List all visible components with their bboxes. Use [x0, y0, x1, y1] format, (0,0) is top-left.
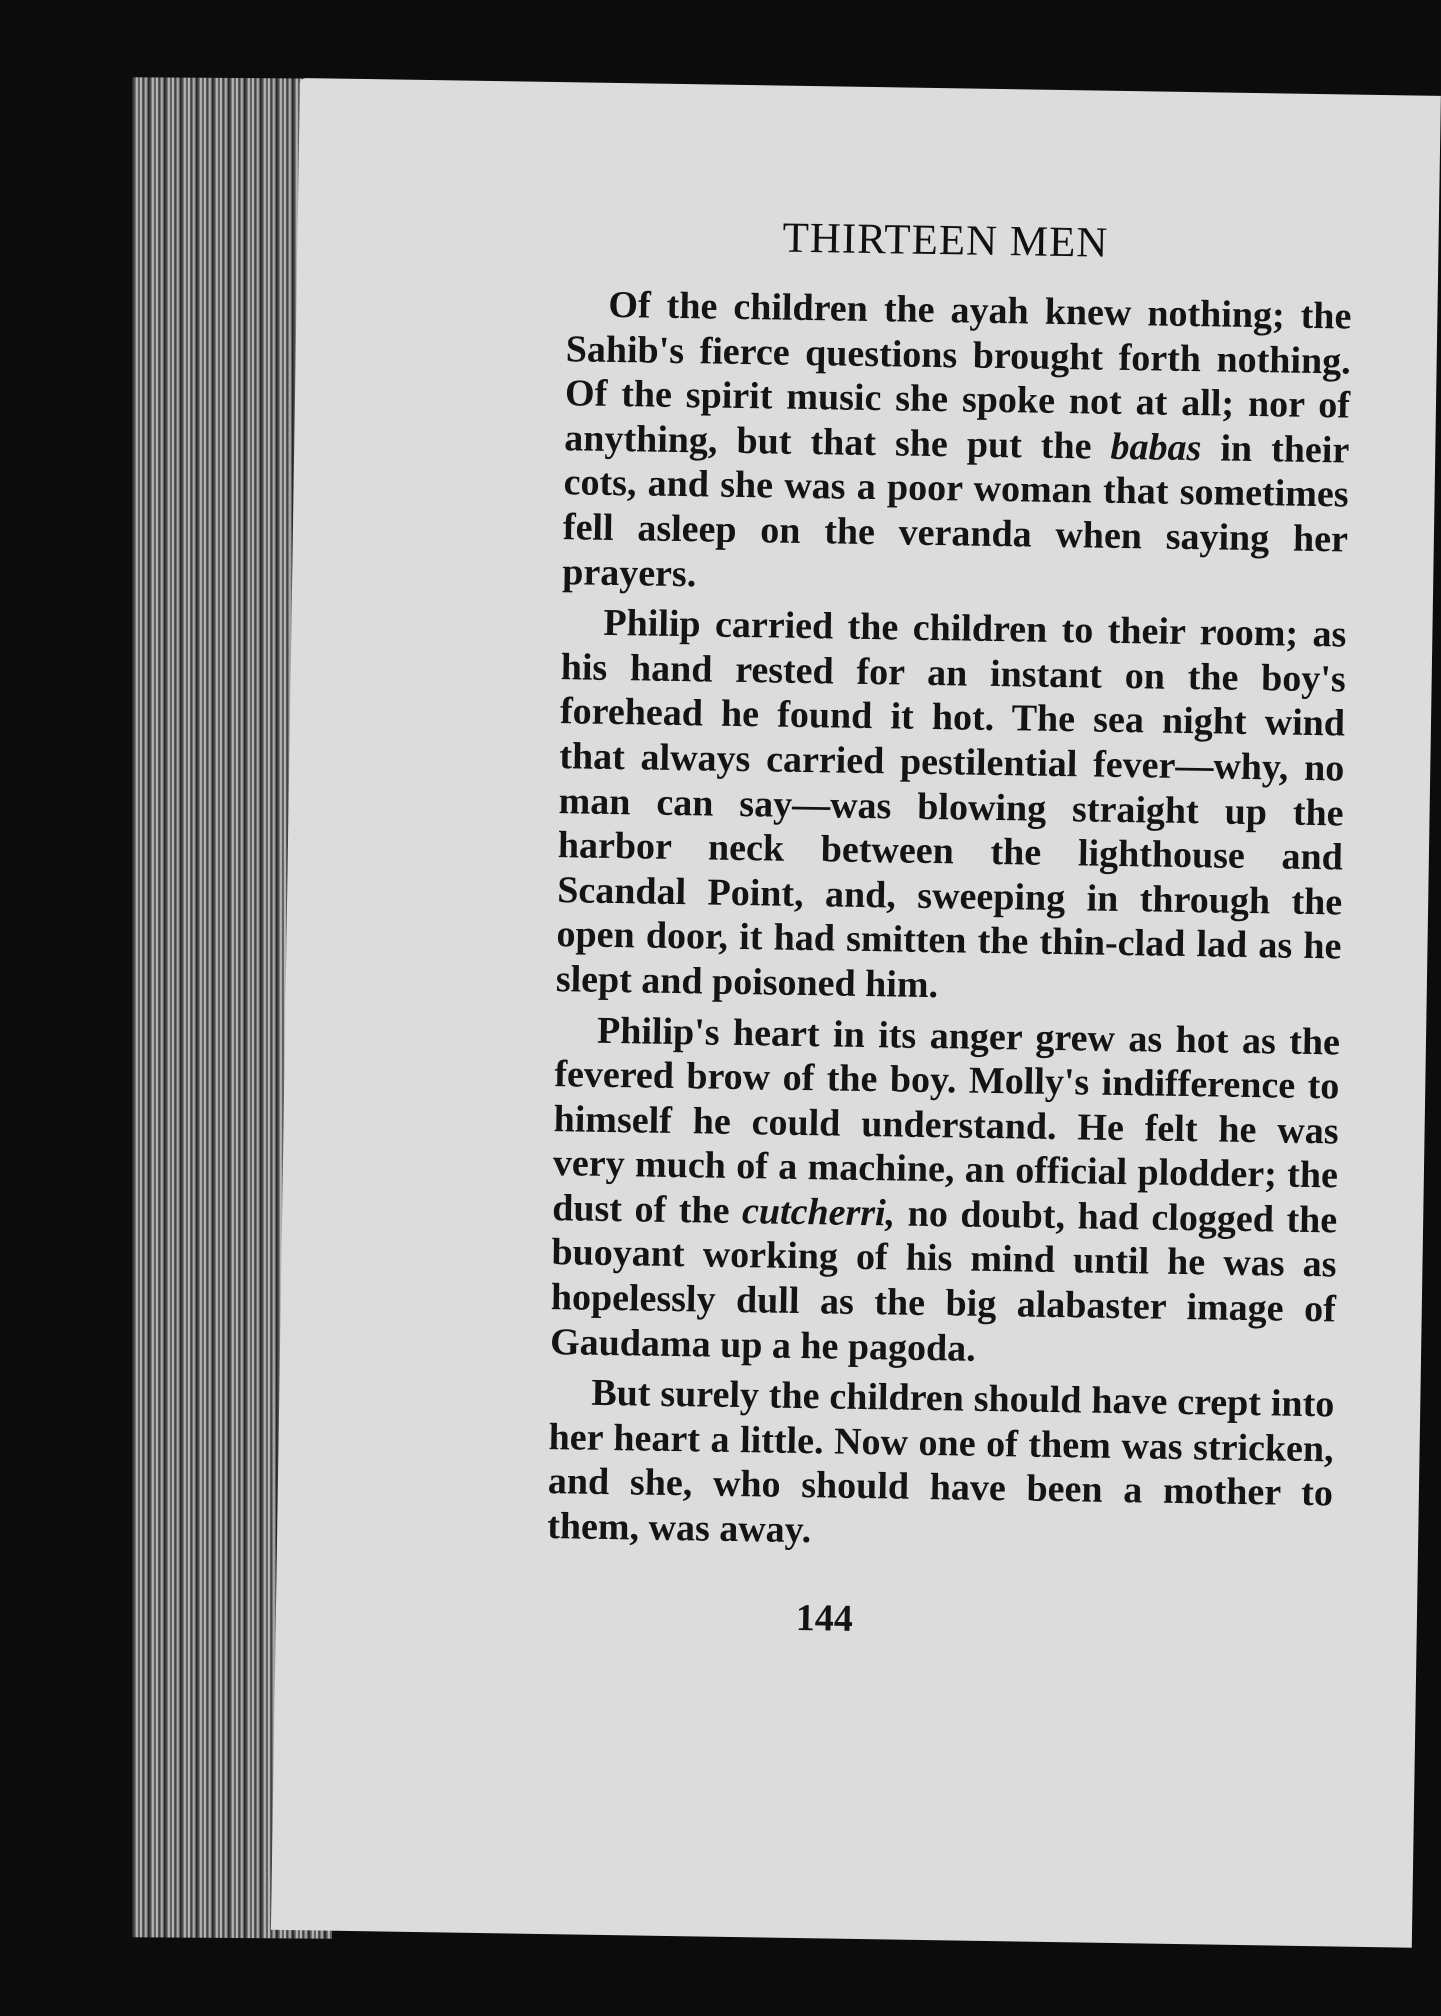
- running-head: THIRTEEN MEN: [782, 214, 1109, 267]
- paragraph-3-text-before: Philip's heart in its anger grew as hot as the fevered brow of the boy. Molly's indifference to himself he could understand. He felt he was very much of a machine, an official plodder; the dust of the: [551, 1009, 1341, 1232]
- paragraph-1: [562, 282, 1352, 606]
- paragraph-3-italic-term: cutcherri,: [741, 1189, 896, 1235]
- paragraph-1-text-before: Of the children the ayah knew nothing; the Sahib's fierce questions brought forth nothing. Of the spirit music she spoke not at all; nor of anything, but that she put the: [564, 283, 1352, 468]
- paragraph-3-text-after: no doubt, had clogged the buoyant working of his mind until he was as hopelessly dull as the big alabaster image of Gaudama up a he pagoda.: [549, 1192, 1338, 1370]
- body-text: [547, 282, 1352, 1567]
- page-sheet: [271, 78, 1441, 1948]
- paragraph-3: [550, 1008, 1341, 1377]
- paragraph-1-italic-term: babas: [1110, 425, 1202, 469]
- paragraph-1-text-after: in their cots, and she was a poor woman that sometimes fell asleep on the veranda when saying her prayers.: [561, 426, 1350, 595]
- paragraph-2: Philip carried the children to their room; as his hand rested for an instant on the boy's forehead he found it hot. The sea night wind that always carried pestilential fever—why, no man can say—was blowing straight up the harbor neck between the lighthouse and Scandal Point, and, sweeping in through the open door, it had smitten the thin-clad lad as he slept and poisoned him.: [555, 601, 1347, 1007]
- page-number: 144: [795, 1596, 854, 1640]
- paragraph-4: But surely the children should have crept into her heart a little. Now one of them was stricken, and she, who should have been a mother to them, was away.: [546, 1371, 1335, 1552]
